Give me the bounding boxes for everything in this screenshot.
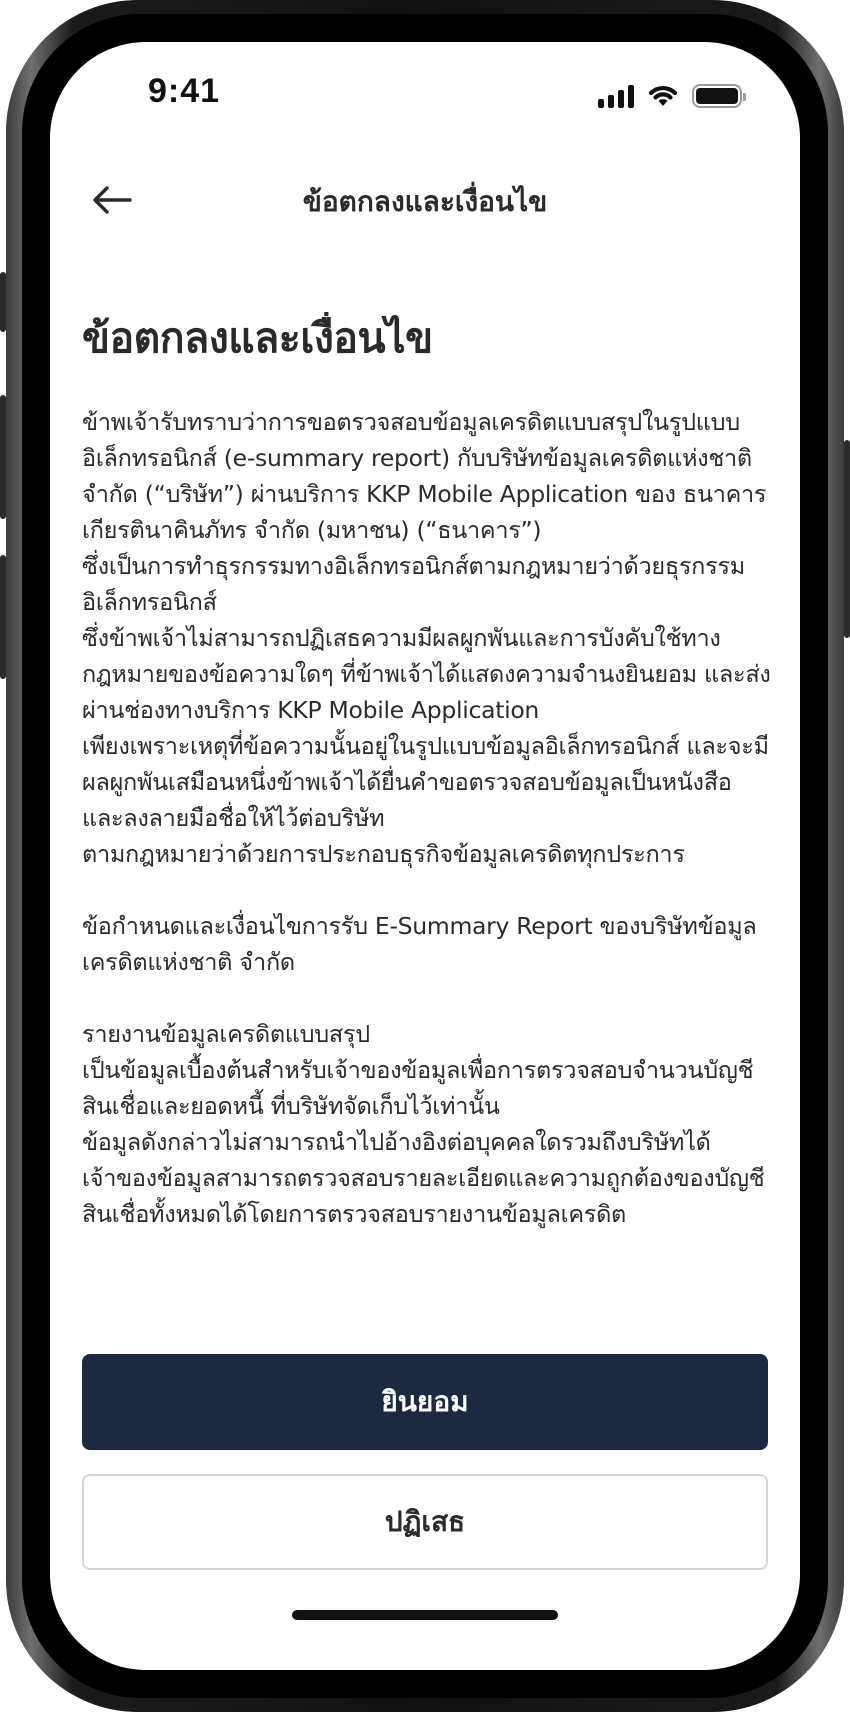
terms-paragraph: ตามกฎหมายว่าด้วยการประกอบธุรกิจข้อมูลเครดิตทุกประการ	[82, 840, 685, 868]
decline-button[interactable]: ปฏิเสธ	[82, 1474, 768, 1570]
home-indicator[interactable]	[292, 1610, 558, 1620]
terms-paragraph: ซึ่งเป็นการทำธุรกรรมทางอิเล็กทรอนิกส์ตามกฎหมายว่าด้วยธุรกรรมอิเล็กทรอนิกส์	[82, 552, 745, 616]
status-icons	[598, 82, 742, 110]
terms-body	[82, 404, 772, 1232]
terms-paragraph: ซึ่งข้าพเจ้าไม่สามารถปฏิเสธความมีผลผูกพันและการบังคับใช้ทางกฎหมายของข้อความใดๆ ที่ข้าพเจ้าได้แสดงความจำนงยินยอม และส่งผ่านช่องทางบริการ KKP Mobile Application	[82, 624, 771, 724]
terms-paragraph: เจ้าของข้อมูลสามารถตรวจสอบรายละเอียดและความถูกต้องของบัญชีสินเชื่อทั้งหมดได้โดยการตรวจสอบรายงานข้อมูลเครดิต	[82, 1164, 765, 1228]
paragraph-spacer	[82, 980, 772, 1016]
terms-content[interactable]	[82, 312, 772, 1362]
wifi-icon	[646, 84, 680, 108]
power-button	[844, 440, 850, 638]
app-screen	[50, 42, 800, 1670]
action-buttons	[82, 1354, 768, 1570]
paragraph-spacer	[82, 872, 772, 908]
terms-paragraph: เป็นข้อมูลเบื้องต้นสำหรับเจ้าของข้อมูลเพื่อการตรวจสอบจำนวนบัญชีสินเชื่อและยอดหนี้ ที่บริษัทจัดเก็บไว้เท่านั้น	[82, 1056, 754, 1120]
status-time: 9:41	[148, 72, 221, 110]
mute-switch	[0, 272, 6, 332]
volume-down-button	[0, 555, 6, 679]
cellular-signal-icon	[598, 84, 634, 108]
nav-title: ข้อตกลงและเงื่อนไข	[302, 185, 548, 218]
battery-icon	[692, 84, 742, 108]
page-title: ข้อตกลงและเงื่อนไข	[82, 314, 433, 362]
accept-button[interactable]: ยินยอม	[82, 1354, 768, 1450]
volume-up-button	[0, 395, 6, 519]
status-bar	[50, 42, 800, 142]
terms-paragraph: ข้อมูลดังกล่าวไม่สามารถนำไปอ้างอิงต่อบุคคลใดรวมถึงบริษัทได้	[82, 1128, 711, 1156]
terms-paragraph: ข้อกำหนดและเงื่อนไขการรับ E-Summary Report ของบริษัทข้อมูลเครดิตแห่งชาติ จำกัด	[82, 912, 757, 976]
terms-paragraph: เพียงเพราะเหตุที่ข้อความนั้นอยู่ในรูปแบบข้อมูลอิเล็กทรอนิกส์ และจะมีผลผูกพันเสมือนหนึ่งข้าพเจ้าได้ยื่นคำขอตรวจสอบข้อมูลเป็นหนังสือ และลงลายมือชื่อให้ไว้ต่อบริษัท	[82, 732, 769, 832]
terms-paragraph: ข้าพเจ้ารับทราบว่าการขอตรวจสอบข้อมูลเครดิตแบบสรุปในรูปแบบอิเล็กทรอนิกส์ (e-summary report) กับบริษัทข้อมูลเครดิตแห่งชาติ จำกัด (“บริษัท”) ผ่านบริการ KKP Mobile Application ของ ธนาคารเกียรตินาคินภัทร จำกัด (มหาชน) (“ธนาคาร”)	[82, 408, 767, 544]
terms-paragraph: รายงานข้อมูลเครดิตแบบสรุป	[82, 1020, 370, 1048]
nav-bar	[50, 162, 800, 238]
